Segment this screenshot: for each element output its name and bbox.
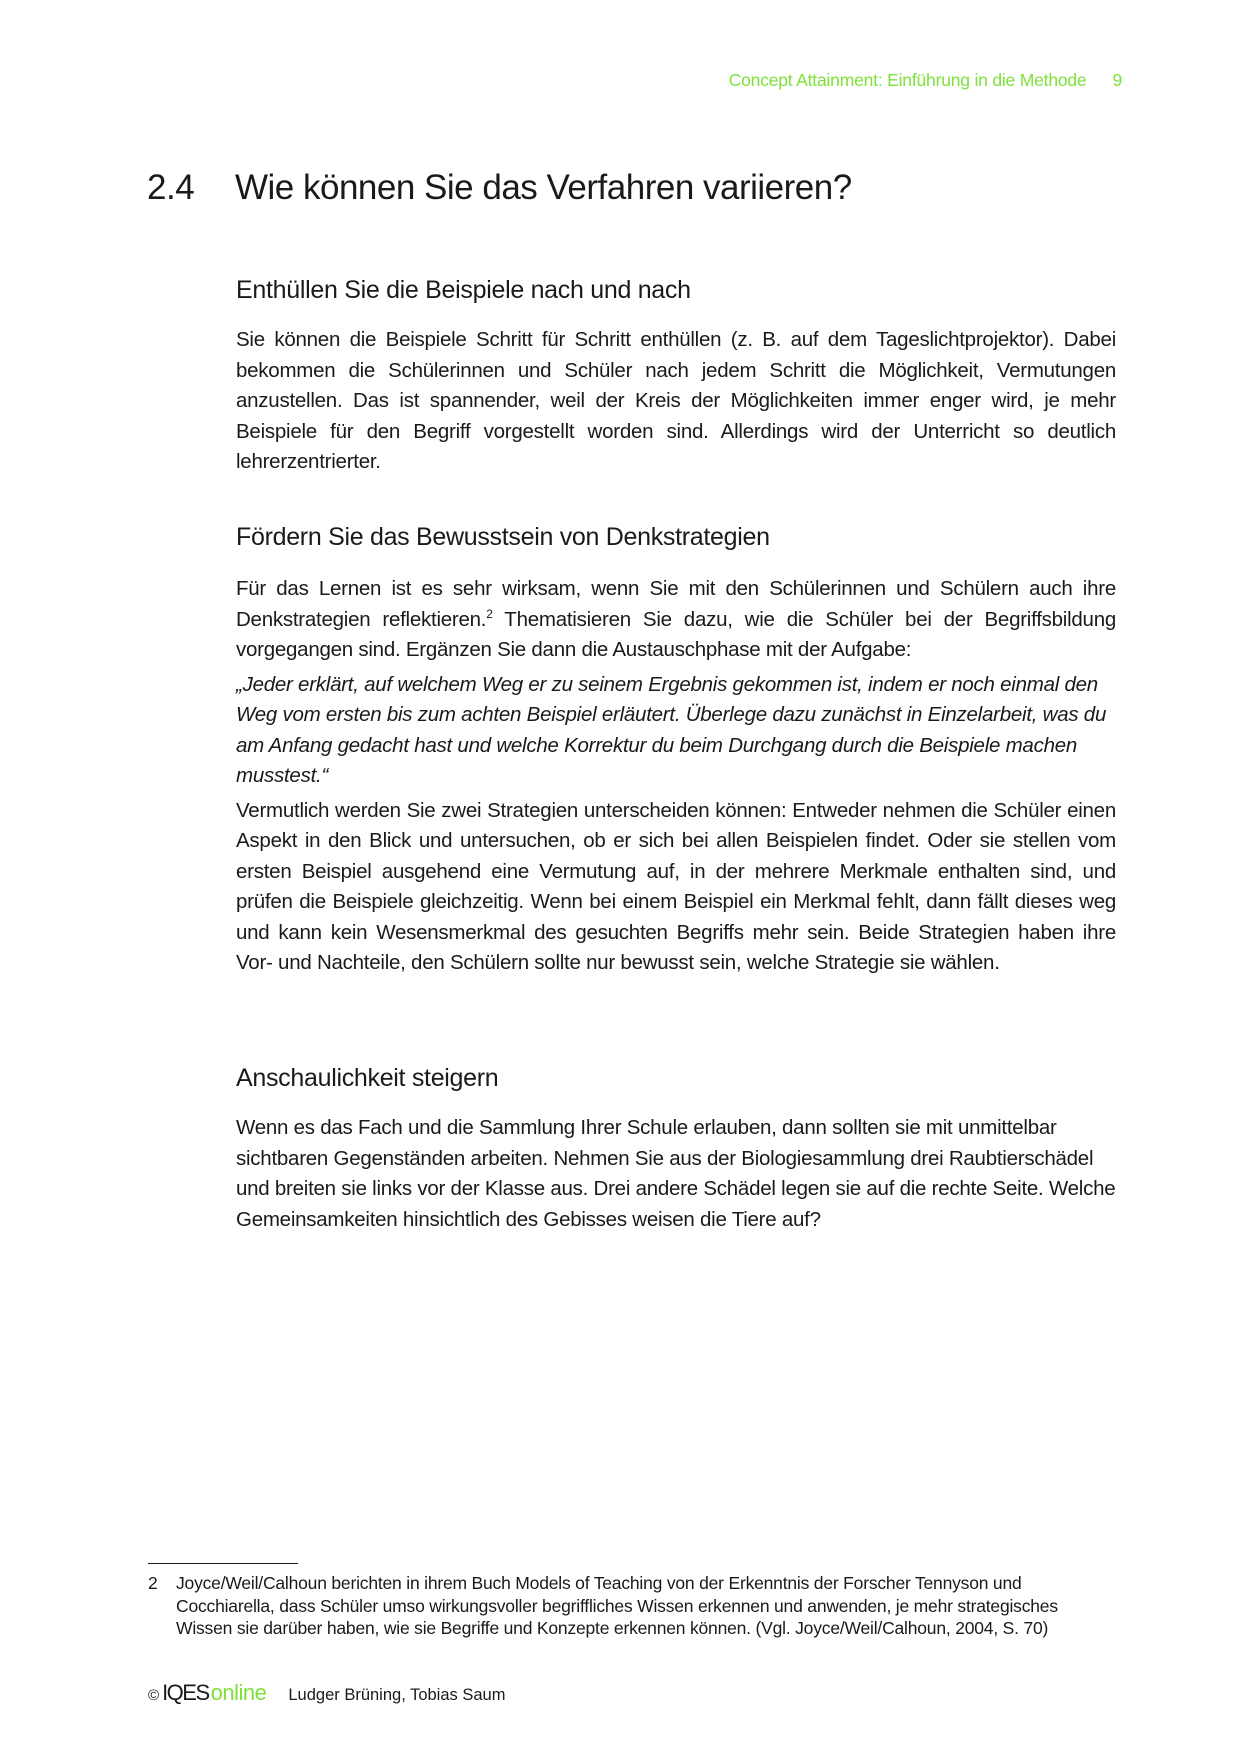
running-header: [729, 70, 1122, 91]
authors: Ludger Brüning, Tobias Saum: [288, 1686, 506, 1704]
footnote: [148, 1572, 1118, 1640]
footnote-text: Joyce/Weil/Calhoun berichten in ihrem Buch Models of Teaching von der Erkenntnis der Forscher Tennyson und Cocchiarella, dass Schüler umso wirkungsvoller begriffliches Wissen erkennen und anwenden, je mehr strategisches Wissen sie darüber haben, wie sie Begriffe und Konzepte erkennen können. (Vgl. Joyce/Weil/Calhoun, 2004, S. 70): [176, 1573, 1058, 1638]
paragraph: Wenn es das Fach und die Sammlung Ihrer Schule erlauben, dann sollten sie mit unmittelbar sichtbaren Gegenständen arbeiten. Nehmen Sie aus der Biologiesammlung drei Raubtierschädel und breiten sie links vor der Klasse aus. Drei andere Schädel legen sie auf die rechte Seite. Welche Gemeinsamkeiten hinsichtlich des Gebisses weisen die Tiere auf?: [236, 1116, 1116, 1231]
section-visualization: [236, 1064, 1116, 1235]
footnote-divider: [148, 1563, 298, 1564]
copyright-icon: ©: [148, 1687, 160, 1704]
footnote-reference[interactable]: 2: [486, 606, 493, 621]
logo-online: online: [210, 1680, 267, 1705]
section-heading: Enthüllen Sie die Beispiele nach und nach: [236, 276, 691, 304]
paragraph-text: Für das Lernen ist es sehr wirksam, wenn Sie mit den Schülerinnen und Schülern auch ihre Denkstrategien reflektieren.: [236, 577, 1116, 631]
section-heading: Fördern Sie das Bewusstsein von Denkstrategien: [236, 523, 770, 551]
paragraph: Sie können die Beispiele Schritt für Schritt enthüllen (z. B. auf dem Tageslichtprojektor). Dabei bekommen die Schülerinnen und Schüler nach jedem Schritt die Möglichkeit, Vermutungen anzustellen. Das ist spannender, weil der Kreis der Möglichkeiten immer enger wird, je mehr Beispiele für den Begriff vorgestellt worden sind. Allerdings wird der Unterricht so deutlich lehrerzentrierter.: [236, 328, 1116, 473]
chapter-title: Wie können Sie das Verfahren variieren?: [235, 168, 852, 207]
section-thinking-strategies: [236, 523, 1116, 979]
chapter-heading: [147, 168, 852, 208]
section-heading: Anschaulichkeit steigern: [236, 1064, 499, 1092]
paragraph-text: Thematisieren Sie dazu, wie die Schüler bei der Begriffsbildung vorgegangen sind. Ergänzen Sie dann die Austauschphase mit der Aufgabe:: [236, 607, 1116, 661]
footnote-number: 2: [148, 1573, 158, 1593]
paragraph: Vermutlich werden Sie zwei Strategien unterscheiden können: Entweder nehmen die Schüler einen Aspekt in den Blick und untersuchen, ob er sich bei allen Beispielen findet. Oder sie stellen vom ersten Beispiel ausgehend eine Vermutung auf, in der mehrere Merkmale enthalten sind, und prüfen die Beispiele gleichzeitig. Wenn bei einem Beispiel ein Merkmal fehlt, dann fällt dieses weg und kann kein Wesensmerkmal des gesuchten Begriffs mehr sein. Beide Strategien haben ihre Vor- und Nachteile, den Schülern sollte nur bewusst sein, welche Strategie sie wählen.: [236, 798, 1116, 974]
paragraph: [236, 574, 1116, 666]
logo-iqes: IQES: [162, 1680, 209, 1705]
chapter-number: 2.4: [147, 168, 195, 207]
page-footer: [148, 1680, 505, 1706]
section-reveal-examples: [236, 276, 1116, 478]
running-title: Concept Attainment: Einführung in die Methode: [728, 70, 1087, 90]
task-quote: „Jeder erklärt, auf welchem Weg er zu seinem Ergebnis gekommen ist, indem er noch einmal den Weg vom ersten bis zum achten Beispiel erläutert. Überlege dazu zunächst in Einzelarbeit, was du am Anfang gedacht hast und welche Korrektur du beim Durchgang durch die Beispiele machen musstest.“: [236, 672, 1107, 787]
page-number: 9: [1112, 70, 1122, 90]
